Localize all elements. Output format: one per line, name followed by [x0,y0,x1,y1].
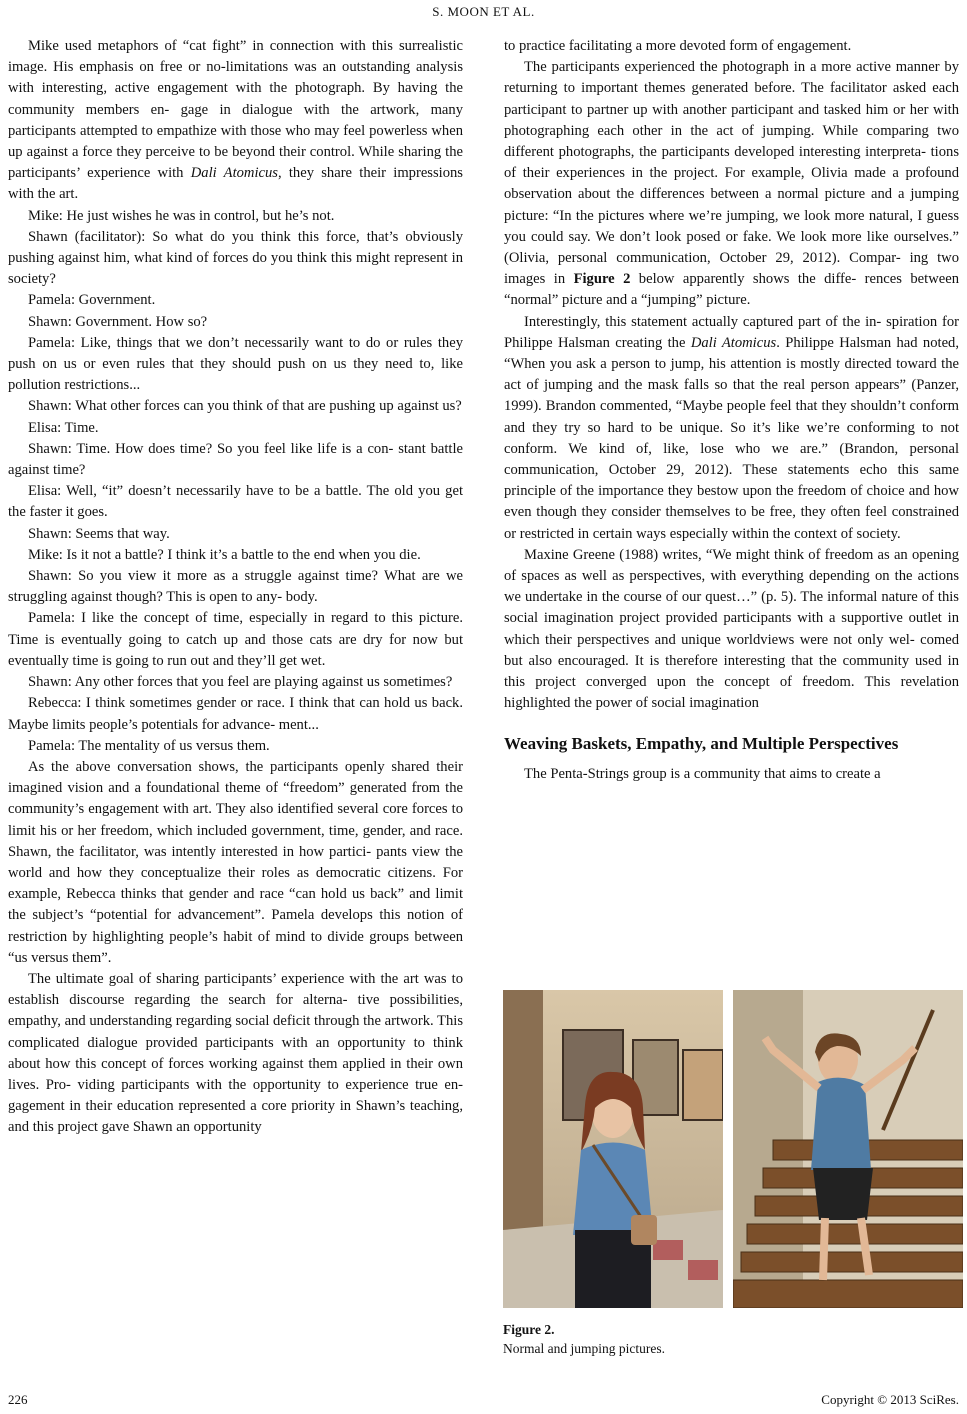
text-run: Pamela: Government. [28,292,156,309]
italic-title: Dali Atomicus [690,334,777,351]
text-run: Elisa: Well, “it” doesn’t necessarily have to be a battle. The old you get the faster it goes. [8,483,463,521]
text-run: Shawn: What other forces can you think of that are pushing up against us? [28,398,462,415]
text-run: Mike used metaphors of “cat fight” in connection with this surrealistic image. His emphasis on free or no-limitations was an outstanding analysis with interesting, active engagement with the photograph. By having the community members en- gage in dialogue with the artwork, many participants attempted to empathize with those who may feel powerless when up against a force they perceive to be beyond their control. While sharing the participants’ experience with [8,38,463,182]
text-run: Shawn: Time. How does time? So you feel like life is a con- stant battle against time? [8,440,463,479]
text-run: Pamela: Like, things that we don’t necessarily want to do or rules they push on us or even rules that they should push on us they need to, like pollution restrictions... [8,334,463,394]
text-run: As the above conversation shows, the participants openly shared their imagined vision and a foundational theme of “freedom” generated from the community’s engagement with art. They also identified several core forces to limit his or her freedom, which included government, time, gender, and race. Shawn, the facilitator, was intently interested in how partici- pants view the world and how they conceptualize their roles as democratic citizens. For example, Rebecca thinks that gender and race “can hold us back” and limit the subject’s “potential for advancement”. Pamela develops this notion of restriction by highlighting people’s habit of mind to divide groups between “us versus them”. [8,758,463,966]
right-column-paragraph [504,312,959,545]
left-column-paragraph [8,418,463,439]
text-run: Pamela: The mentality of us versus them. [28,737,270,754]
text-run: Elisa: Time. [28,419,99,436]
text-run: The participants experienced the photograph in a more active manner by returning to important themes generated before. The facilitator asked each participant to partner up with another participant and tasked him or her with photographing each other in the act of jumping. While comparing two different photographs, the participants developed interesting interpreta- tions of their experiences in the project. For example, Olivia made a profound observation about the differences between a normal picture and a jumping picture: “In the pictures where we’re jumping, we look more natural, I guess you could say. We don’t look posed or fake. We look more like ourselves.” (Olivia, personal communication, October 29, 2012). Compar- ing two images in [504,59,959,288]
section-heading: Weaving Baskets, Empathy, and Multiple Perspectives [504,733,899,753]
running-head: S. MOON ET AL. [432,4,535,19]
text-run: , they share their impressions with the art. [8,165,463,203]
text-run: The ultimate goal of sharing participants’ experience with the art was to establish discourse regarding the search for alterna- tive possibilities, empathy, and understanding regarding social deficit through the artwork. This complicated dialogue provided participants with an opportunity to think about how this concept of forces working against them applied in their own lives. Pro- viding participants with the opportunity to experience true en- gagement in their education represented a core priority in Shawn’s teaching, and this project gave Shawn an opportunity [8,970,463,1136]
copyright-notice: Copyright © 2013 SciRes. [821,1392,959,1407]
left-column-paragraph [8,672,463,693]
left-column-paragraph [8,481,463,523]
text-run: to practice facilitating a more devoted form of engagement. [504,38,852,54]
left-column-paragraph [8,969,463,1139]
left-column-paragraph [8,312,463,333]
text-run: Rebecca: I think sometimes gender or race. I think that can hold us back. Maybe limits people’s potentials for advance- ment... [8,695,463,733]
jumping-photo [733,990,963,1308]
italic-title: Dali Atomicus [190,165,278,182]
right-column [504,36,959,785]
left-column-paragraph [8,439,463,481]
figure-reference: Figure 2 [573,271,631,288]
text-run: below apparently shows the diffe- rences between “normal” picture and a “jumping” picture. [504,271,959,309]
left-column-paragraph [8,566,463,608]
text-run: Shawn: Seems that way. [28,525,170,542]
right-column-paragraph [504,57,959,311]
text-run: . Philippe Halsman had noted, “When you ask a person to jump, his attention is mostly directed toward the act of jumping and the mask falls so that the real person appears” (Panzer, 1999). Brandon commented, “Maybe people feel that they shouldn’t conform and they try so hard to be unique. So it’s like we’re conforming to not conform. We kind of, like, lose who we are.” (Brandon, personal communication, October 29, 2012). These statements echo this same principle of the importance they bestow upon the freedom of choice and how even though they consider themselves to be free, they often feel constrained or restricted in certain ways especially within the context of society. [504,334,959,542]
right-column-body [504,36,959,715]
text-run: Mike: Is it not a battle? I think it’s a battle to the end when you die. [28,546,421,563]
left-column-paragraph [8,290,463,311]
normal-photo [503,990,723,1308]
text-run: Shawn: So you view it more as a struggle against time? What are we struggling against though? This is open to any- body. [8,568,463,606]
left-column-paragraph [8,608,463,672]
text-run: Interestingly, this statement actually captured part of the in- spiration for Philippe Halsman creating the [504,313,959,351]
figure-label: Figure 2. [503,1322,555,1337]
right-column-paragraph [504,36,959,57]
text-run: Mike: He just wishes he was in control, but he’s not. [28,207,335,224]
jumping-photo-illustration [733,990,963,1308]
left-column-paragraph [8,36,463,206]
left-column-paragraph [8,545,463,566]
left-column-paragraph [8,736,463,757]
section-intro: The Penta-Strings group is a community that aims to create a [524,765,881,782]
page-number: 226 [8,1392,28,1407]
left-column [8,36,463,1139]
left-column-paragraph [8,757,463,969]
right-column-paragraph [504,545,959,715]
figure-caption: Normal and jumping pictures. [503,1341,665,1356]
text-run: Maxine Greene (1988) writes, “We might think of freedom as an opening of spaces as well as perspectives, with everything depending on the actions we undertake in the course of our quest…” (p. 5). The informal nature of this social imagination project provided participants with a supportive outlet in which their perspectives and unique worldviews were not only wel- comed but also encouraged. It is therefore interesting that the community used in this project converged upon the concept of freedom. This revelation highlighted the power of social imagination [504,546,959,712]
figure-2 [503,990,963,1308]
left-column-paragraph [8,524,463,545]
text-run: Shawn: Government. How so? [28,313,208,330]
left-column-paragraph [8,206,463,227]
left-column-paragraph [8,693,463,735]
normal-photo-illustration [503,990,723,1308]
text-run: Shawn: Any other forces that you feel are playing against us sometimes? [28,674,453,691]
left-column-paragraph [8,396,463,417]
text-run: Pamela: I like the concept of time, especially in regard to this picture. Time is eventually going to catch up and those cats are dry for now but eventually time is going to run out and they’ll get wet. [8,610,463,669]
left-column-paragraph [8,333,463,397]
text-run: Shawn (facilitator): So what do you think this force, that’s obviously pushing against him, what kind of forces do you think this might represent in society? [8,228,463,288]
left-column-paragraph [8,227,463,291]
